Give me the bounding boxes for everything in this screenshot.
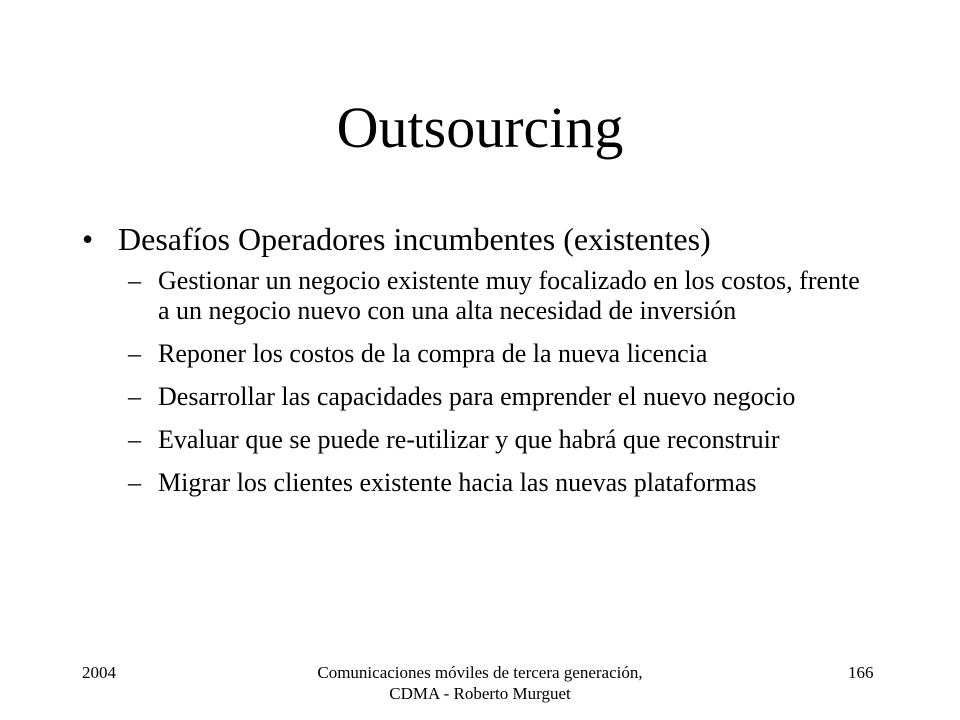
footer-year: 2004 xyxy=(82,663,116,682)
dash-marker: – xyxy=(128,425,141,454)
sub-bullet-item xyxy=(128,339,868,369)
dash-marker: – xyxy=(128,339,141,368)
footer-course-title: Comunicaciones móviles de tercera generación, CDMA - Roberto Murguet xyxy=(317,663,643,703)
sub-bullet-text: Migrar los clientes existente hacia las nuevas plataformas xyxy=(158,468,757,497)
sub-bullet-text: Desarrollar las capacidades para emprender el nuevo negocio xyxy=(158,382,796,411)
sub-bullet-text: Gestionar un negocio existente muy focalizado en los costos, frente a un negocio nuevo con una alta necesidad de inversión xyxy=(158,266,860,325)
main-bullet-text: Desafíos Operadores incumbentes (existentes) xyxy=(118,221,711,257)
sub-bullet-text: Evaluar que se puede re-utilizar y que habrá que reconstruir xyxy=(158,425,780,454)
dash-marker: – xyxy=(128,382,141,411)
bullet-marker: • xyxy=(82,221,94,257)
sub-bullet-text: Reponer los costos de la compra de la nueva licencia xyxy=(158,339,708,368)
sub-bullet-item xyxy=(128,382,868,412)
footer-page-number: 166 xyxy=(848,663,874,682)
slide-title: Outsourcing xyxy=(336,95,624,160)
sub-bullet-item xyxy=(128,468,868,498)
dash-marker: – xyxy=(128,468,141,497)
sub-bullet-item xyxy=(128,266,868,326)
sub-bullet-list xyxy=(128,266,868,511)
sub-bullet-item xyxy=(128,425,868,455)
dash-marker: – xyxy=(128,266,141,295)
main-bullet xyxy=(82,220,882,258)
